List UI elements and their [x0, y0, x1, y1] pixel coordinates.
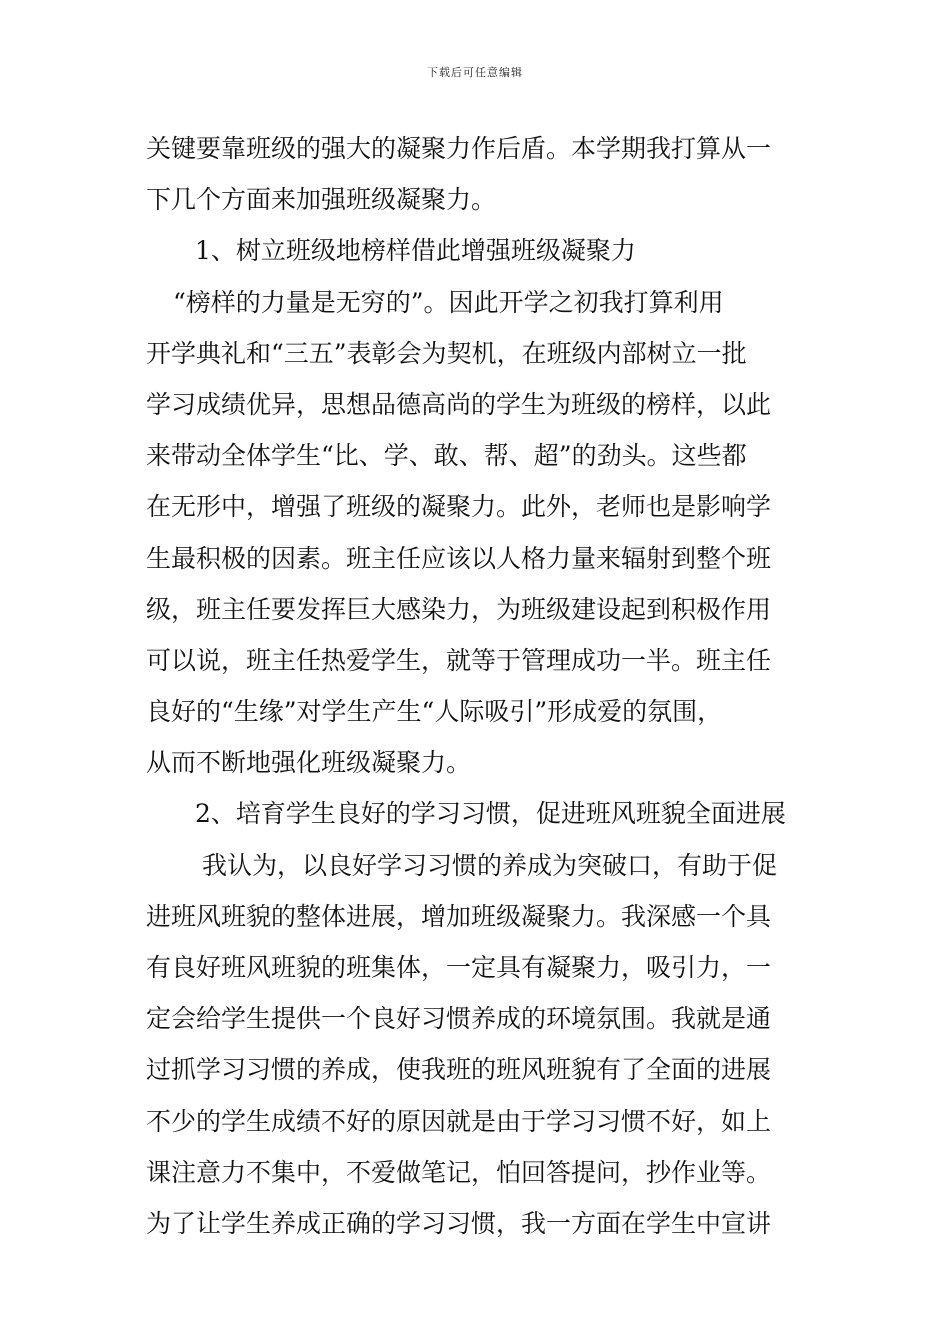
text-line: 来带动全体学生“比、学、敢、帮、超”的劲头。这些都	[146, 441, 747, 471]
paragraph-first-line: “榜样的力量是无穷的”。因此开学之初我打算利用	[173, 287, 724, 317]
paragraph-first-line: 我认为，以良好学习习惯的养成为突破口，有助于促	[202, 850, 778, 880]
section-heading: 2、培育学生良好的学习习惯，促进班风班貌全面进展	[195, 799, 786, 829]
text-line: 课注意力不集中，不爱做笔记，怕回答提问，抄作业等。	[146, 1157, 772, 1187]
text-line: 从而不断地强化班级凝聚力。	[146, 748, 472, 778]
text-line: 不少的学生成绩不好的原因就是由于学习习惯不好，如上	[146, 1106, 772, 1136]
text-line: 为了让学生养成正确的学习习惯，我一方面在学生中宣讲	[146, 1208, 772, 1238]
text-line: 级，班主任要发挥巨大感染力，为班级建设起到积极作用	[146, 594, 772, 624]
text-line: 生最积极的因素。班主任应该以人格力量来辐射到整个班	[146, 543, 772, 573]
text-line: 定会给学生提供一个良好习惯养成的环境氛围。我就是通	[146, 1004, 772, 1034]
text-line: 学习成绩优异，思想品德高尚的学生为班级的榜样，以此	[146, 389, 772, 419]
text-line: 有良好班风班貌的班集体，一定具有凝聚力，吸引力，一	[146, 953, 772, 982]
text-line: 良好的“生缘”对学生产生“人际吸引”形成爱的氛围，	[146, 697, 723, 727]
section-heading: 1、树立班级地榜样借此增强班级凝聚力	[195, 236, 636, 266]
text-line: 可以说，班主任热爱学生，就等于管理成功一半。班主任	[146, 645, 772, 675]
text-line: 开学典礼和“三五”表彰会为契机，在班级内部树立一批	[146, 338, 747, 368]
text-line: 下几个方面来加强班级凝聚力。	[146, 185, 497, 215]
page-header: 下载后可任意编辑	[427, 66, 523, 79]
text-line: 在无形中，增强了班级的凝聚力。此外，老师也是影响学	[146, 492, 772, 522]
document-body	[146, 123, 806, 1249]
text-line: 进班风班貌的整体进展，增加班级凝聚力。我深感一个具	[146, 901, 772, 931]
text-line: 过抓学习习惯的养成，使我班的班风班貌有了全面的进展	[146, 1055, 772, 1085]
text-line: 关键要靠班级的强大的凝聚力作后盾。本学期我打算从一	[146, 134, 772, 163]
